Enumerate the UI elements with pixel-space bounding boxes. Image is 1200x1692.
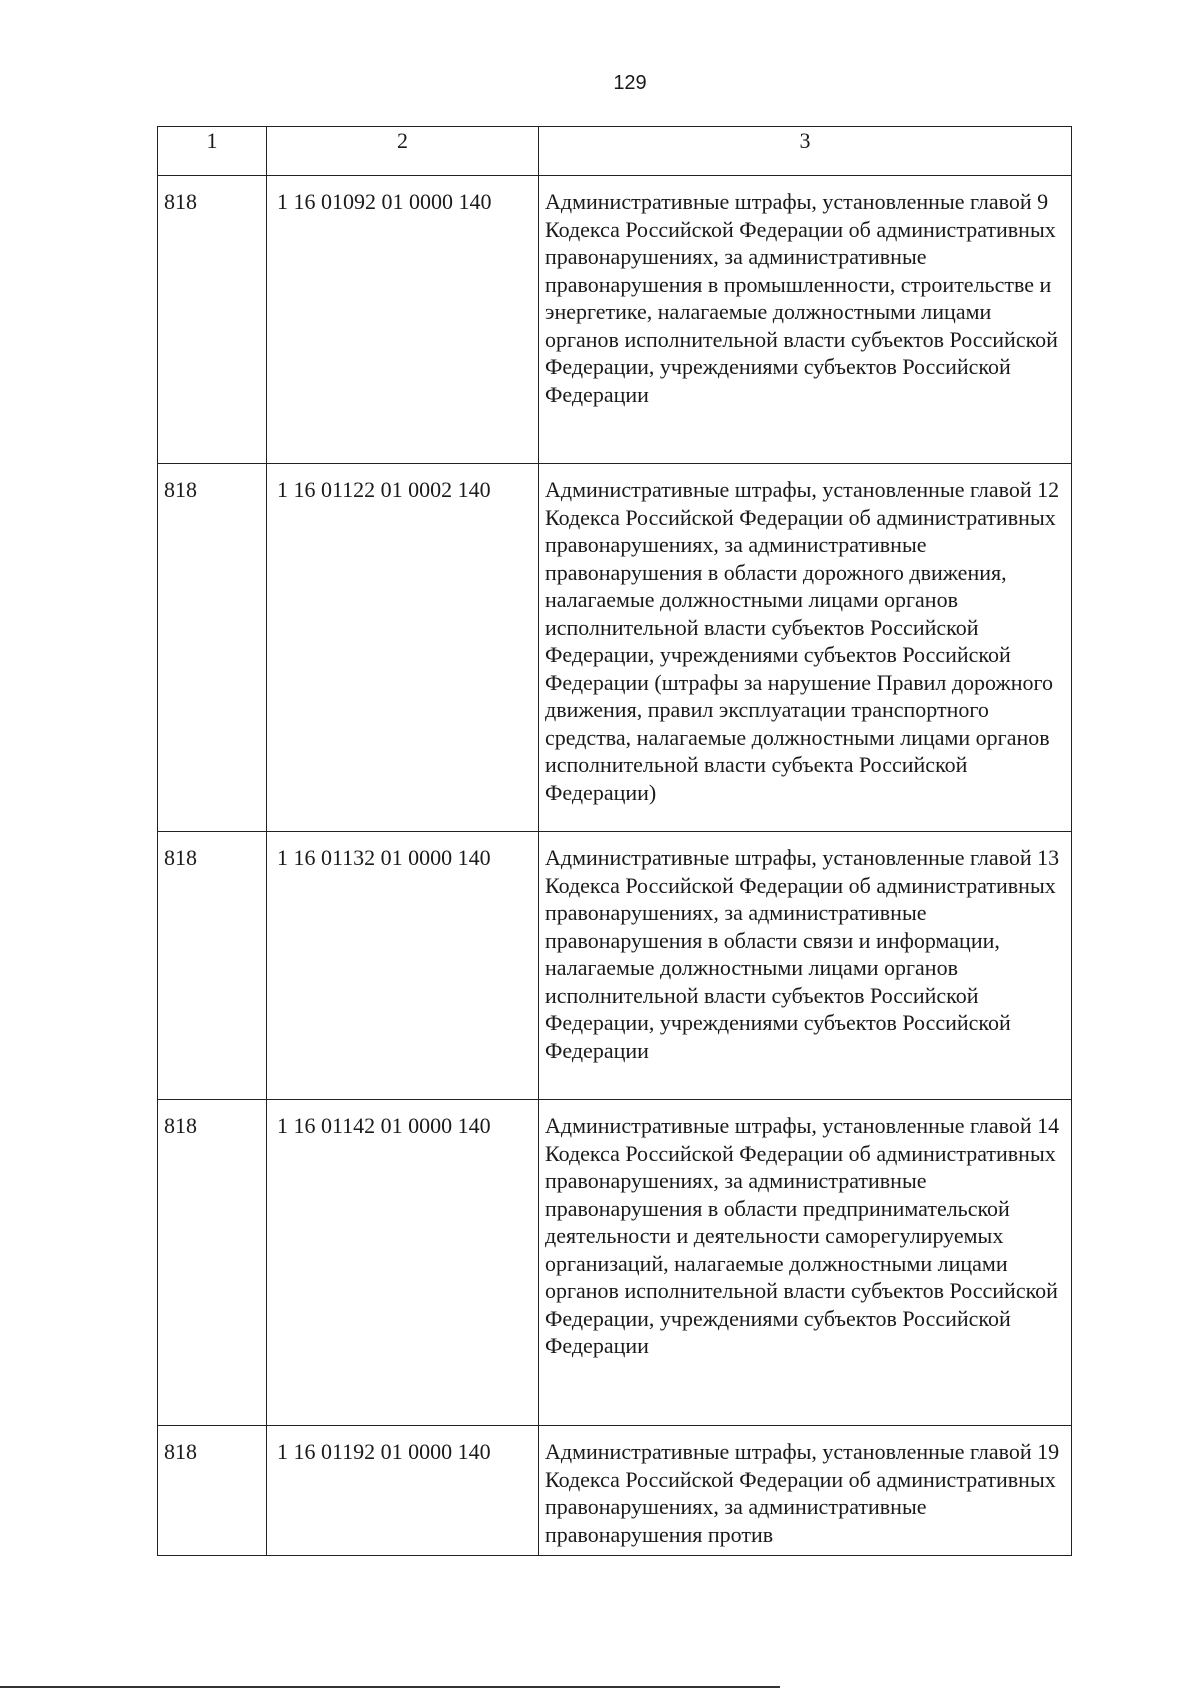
scan-edge-line (0, 1686, 780, 1688)
admin-code-cell: 818 (158, 1426, 267, 1556)
header-column-3: 3 (539, 127, 1072, 176)
table-row (158, 832, 1072, 1100)
kbk-code-cell: 1 16 01192 01 0000 140 (267, 1426, 539, 1556)
description-cell: Административные штрафы, установленные главой 14 Кодекса Российской Федерации об административных правонарушениях, за административные правонарушения в области предпринимательской деятельности и деятельности саморегулируемых организаций, налагаемые должностными лицами органов исполнительной власти субъектов Российской Федерации, учреждениями субъектов Российской Федерации (539, 1100, 1072, 1426)
table-row (158, 1426, 1072, 1556)
kbk-code-cell: 1 16 01132 01 0000 140 (267, 832, 539, 1100)
admin-code-cell: 818 (158, 176, 267, 464)
kbk-code-cell: 1 16 01092 01 0000 140 (267, 176, 539, 464)
description-cell: Административные штрафы, установленные главой 9 Кодекса Российской Федерации об административных правонарушениях, за административные правонарушения в промышленности, строительстве и энергетике, налагаемые должностными лицами органов исполнительной власти субъектов Российской Федерации, учреждениями субъектов Российской Федерации (539, 176, 1072, 464)
admin-code-cell: 818 (158, 832, 267, 1100)
description-cell: Административные штрафы, установленные главой 19 Кодекса Российской Федерации об административных правонарушениях, за административные правонарушения против (539, 1426, 1072, 1556)
page-number: 129 (613, 72, 647, 94)
table-row (158, 464, 1072, 832)
description-cell: Административные штрафы, установленные главой 12 Кодекса Российской Федерации об административных правонарушениях, за административные правонарушения в области дорожного движения, налагаемые должностными лицами органов исполнительной власти субъектов Российской Федерации, учреждениями субъектов Российской Федерации (штрафы за нарушение Правил дорожного движения, правил эксплуатации транспортного средства, налагаемые должностными лицами органов исполнительной власти субъекта Российской Федерации) (539, 464, 1072, 832)
table-header-row (158, 127, 1072, 176)
admin-code-cell: 818 (158, 464, 267, 832)
header-column-1: 1 (158, 127, 267, 176)
description-cell: Административные штрафы, установленные главой 13 Кодекса Российской Федерации об административных правонарушениях, за административные правонарушения в области связи и информации, налагаемые должностными лицами органов исполнительной власти субъектов Российской Федерации, учреждениями субъектов Российской Федерации (539, 832, 1072, 1100)
table-row (158, 176, 1072, 464)
header-column-2: 2 (267, 127, 539, 176)
budget-classification-table (157, 126, 1072, 1556)
kbk-code-cell: 1 16 01142 01 0000 140 (267, 1100, 539, 1426)
admin-code-cell: 818 (158, 1100, 267, 1426)
kbk-code-cell: 1 16 01122 01 0002 140 (267, 464, 539, 832)
table-row (158, 1100, 1072, 1426)
